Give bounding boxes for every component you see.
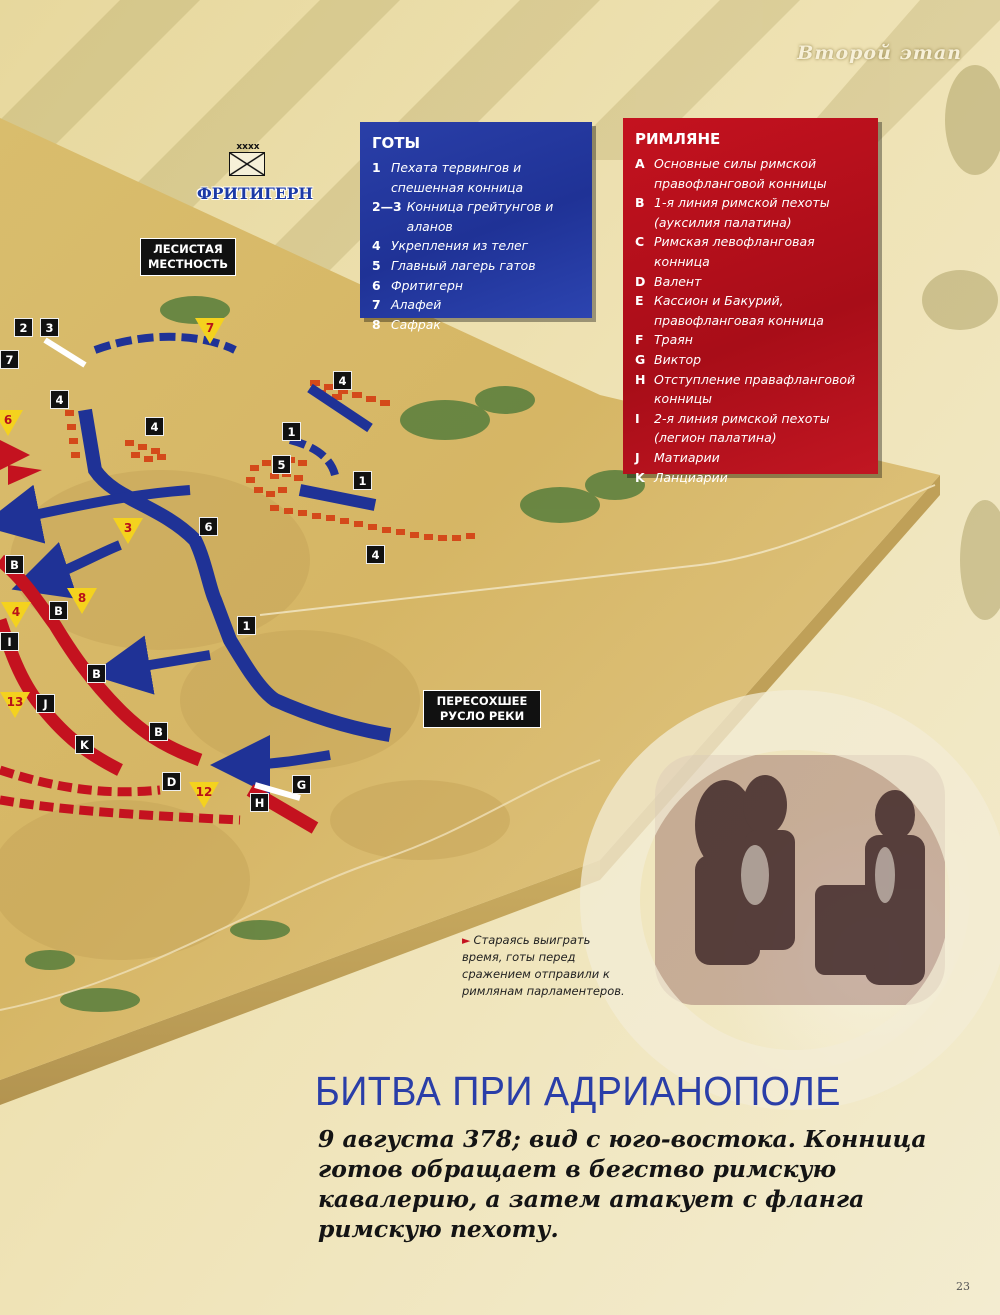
legend-key: C: [635, 234, 645, 250]
map-label: 7: [0, 350, 19, 369]
map-label: B: [149, 722, 168, 741]
legend-key: 5: [372, 257, 381, 273]
legend-item: [635, 370, 868, 409]
marker-number: 6: [3, 413, 13, 427]
map-label: D: [162, 772, 181, 791]
legend-text: Алафей: [391, 297, 442, 313]
command-level: xxxx: [236, 142, 260, 152]
legend-item: [372, 158, 582, 197]
legend-key: 1: [372, 160, 381, 175]
map-label: I: [0, 632, 19, 651]
map-label: 6: [199, 517, 218, 536]
legend-item: [635, 468, 868, 488]
legend-text: Главный лагерь гатов: [391, 257, 536, 273]
legend-item: [635, 448, 868, 468]
nato-army-symbol-icon: [229, 142, 267, 176]
army-box-icon: [229, 152, 265, 176]
legend-item: [372, 295, 582, 315]
map-label: B: [5, 555, 24, 574]
legend-text: Отступление правафланговой конницы: [654, 371, 856, 407]
legend-goths: [360, 122, 592, 332]
legend-text: Сафрак: [391, 316, 441, 332]
callout-forest: ЛЕСИСТАЯ МЕСТНОСТЬ: [140, 238, 236, 276]
caption-arrow-icon: ►: [462, 934, 471, 947]
legend-text: Валент: [654, 273, 702, 289]
legend-key: H: [635, 371, 646, 387]
legend-goths-list: [372, 158, 582, 334]
marker-number: 4: [11, 605, 21, 619]
legend-key: 8: [372, 316, 381, 332]
legend-text: Фритигерн: [391, 277, 463, 293]
legend-item: [372, 315, 582, 335]
legend-key: 6: [372, 277, 381, 293]
map-label: 3: [40, 318, 59, 337]
legend-key: 7: [372, 297, 381, 313]
legend-text: Пехата тервингов и спешенная конница: [391, 160, 524, 195]
marker-number: 12: [195, 785, 213, 799]
legend-text: Виктор: [654, 351, 702, 367]
legend-key: A: [635, 156, 645, 171]
map-label: B: [49, 601, 68, 620]
legend-key: J: [635, 449, 640, 465]
legend-key: 2—3: [372, 199, 402, 215]
illustration-caption: [462, 932, 632, 1000]
legend-key: I: [635, 410, 640, 426]
map-label: B: [87, 664, 106, 683]
legend-text: Кассион и Бакурий, правофланговая конница: [654, 293, 824, 328]
callout-river: ПЕРЕСОХШЕЕ РУСЛО РЕКИ: [423, 690, 541, 728]
legend-item: [635, 272, 868, 292]
commander-name: ФРИТИГЕРН: [197, 184, 314, 203]
caption-text: Стараясь выиграть время, готы перед сражением отправили к римлянам парламентеров.: [462, 933, 625, 998]
page-number: 23: [956, 1280, 970, 1293]
map-label: 1: [353, 471, 372, 490]
legend-item: [372, 197, 582, 236]
map-label: 1: [237, 616, 256, 635]
legend-item: [635, 330, 868, 350]
legend-key: B: [635, 195, 645, 211]
legend-item: [372, 256, 582, 276]
legend-key: D: [635, 273, 646, 289]
map-label: 5: [272, 455, 291, 474]
legend-item: [635, 350, 868, 370]
marker-number: 7: [205, 321, 215, 335]
legend-goths-title: ГОТЫ: [372, 134, 421, 152]
stage-label: Второй этап: [797, 42, 962, 64]
legend-romans-title: РИМЛЯНЕ: [635, 130, 721, 148]
map-label: K: [75, 735, 94, 754]
page-subtitle: 9 августа 378; вид с юго-востока. Конница готов обращает в бегство римскую кавалерию, а затем атакует с фланга римскую пехоту.: [318, 1125, 927, 1243]
legend-key: 4: [372, 238, 381, 254]
legend-text: Матиарии: [654, 449, 720, 465]
map-label: 2: [14, 318, 33, 337]
legend-text: Основные силы римской правофланговой конницы: [654, 156, 827, 191]
legend-key: K: [635, 469, 645, 485]
map-label: 4: [145, 417, 164, 436]
map-label: G: [292, 775, 311, 794]
legend-item: [372, 276, 582, 296]
legend-item: [635, 291, 868, 330]
legend-text: Траян: [654, 332, 693, 348]
legend-text: 2-я линия римской пехоты (легион палатина): [654, 410, 830, 446]
legend-text: Ланциарии: [654, 469, 728, 485]
legend-item: [635, 154, 868, 193]
legend-text: Римская левофланговая конница: [654, 234, 815, 269]
map-label: J: [36, 694, 55, 713]
page-title: БИТВА ПРИ АДРИАНОПОЛЕ: [315, 1068, 841, 1114]
map-label: 4: [50, 390, 69, 409]
legend-text: Укрепления из телег: [391, 238, 529, 254]
legend-romans-list: [635, 154, 868, 487]
legend-key: E: [635, 293, 644, 309]
map-label: 4: [366, 545, 385, 564]
map-label: H: [250, 793, 269, 812]
legend-text: Конница грейтунгов и аланов: [406, 199, 554, 234]
marker-number: 3: [123, 521, 133, 535]
marker-number: 13: [6, 695, 24, 709]
legend-key: F: [635, 332, 644, 348]
legend-item: [635, 193, 868, 232]
legend-item: [635, 232, 868, 271]
legend-key: G: [635, 351, 646, 367]
legend-item: [635, 409, 868, 448]
legend-romans: [623, 118, 878, 485]
legend-item: [372, 236, 582, 256]
map-label: 4: [333, 371, 352, 390]
legend-text: 1-я линия римской пехоты (ауксилия палатина): [654, 195, 830, 230]
map-label: 1: [282, 422, 301, 441]
marker-number: 8: [77, 591, 87, 605]
